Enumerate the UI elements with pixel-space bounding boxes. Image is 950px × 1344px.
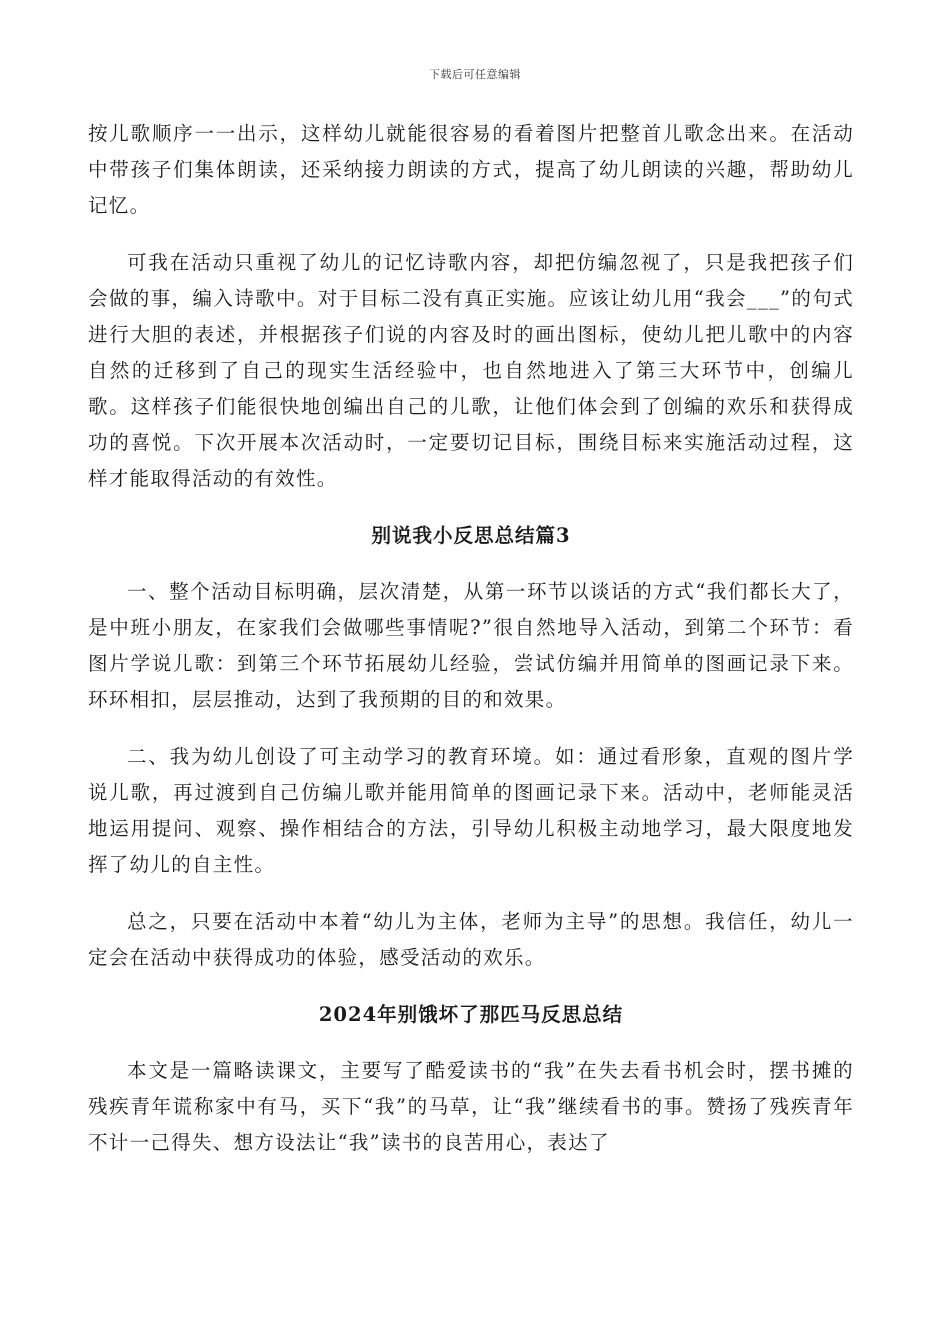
- document-body: [88, 116, 854, 1182]
- paragraph-3: 一、整个活动目标明确，层次清楚，从第一环节以谈话的方式“我们都长大了，是中班小朋友，在家我们会做哪些事情呢?”很自然地导入活动，到第二个环节：看图片学说儿歌：到第三个环节拓展幼儿经验，尝试仿编并用简单的图画记录下来。环环相扣，层层推动，达到了我预期的目的和效果。: [88, 580, 854, 711]
- paragraph-6: 本文是一篇略读课文，主要写了酷爱读书的“我”在失去看书机会时，摆书摊的残疾青年谎称家中有马，买下“我”的马草，让“我”继续看书的事。赞扬了残疾青年不计一己得失、想方设法让“我”读书的良苦用心，表达了: [88, 1059, 854, 1154]
- paragraph-4: 二、我为幼儿创设了可主动学习的教育环境。如：通过看形象，直观的图片学说儿歌，再过渡到自己仿编儿歌并能用简单的图画记录下来。活动中，老师能灵活地运用提问、观察、操作相结合的方法，引导幼儿积极主动地学习，最大限度地发挥了幼儿的自主性。: [88, 745, 854, 876]
- paragraph-5: 总之，只要在活动中本着“幼儿为主体，老师为主导”的思想。我信任，幼儿一定会在活动中获得成功的体验，感受活动的欢乐。: [88, 910, 854, 969]
- section-heading-2: 2024年别饿坏了那匹马反思总结: [318, 1003, 624, 1026]
- page-header: 下载后可任意编辑: [429, 68, 521, 81]
- section-heading-1: 别说我小反思总结篇3: [371, 524, 571, 547]
- paragraph-2: 可我在活动只重视了幼儿的记忆诗歌内容，却把仿编忽视了，只是我把孩子们会做的事，编入诗歌中。对于目标二没有真正实施。应该让幼儿用“我会___”的句式进行大胆的表述，并根据孩子们说的内容及时的画出图标，使幼儿把儿歌中的内容自然的迁移到了自己的现实生活经验中，也自然地进入了第三大环节中，创编儿歌。这样孩子们能很快地创编出自己的儿歌，让他们体会到了创编的欢乐和获得成功的喜悦。下次开展本次活动时，一定要切记目标，围绕目标来实施活动过程，这样才能取得活动的有效性。: [88, 251, 854, 490]
- paragraph-1: 按儿歌顺序一一出示，这样幼儿就能很容易的看着图片把整首儿歌念出来。在活动中带孩子们集体朗读，还采纳接力朗读的方式，提高了幼儿朗读的兴趣，帮助幼儿记忆。: [88, 122, 854, 217]
